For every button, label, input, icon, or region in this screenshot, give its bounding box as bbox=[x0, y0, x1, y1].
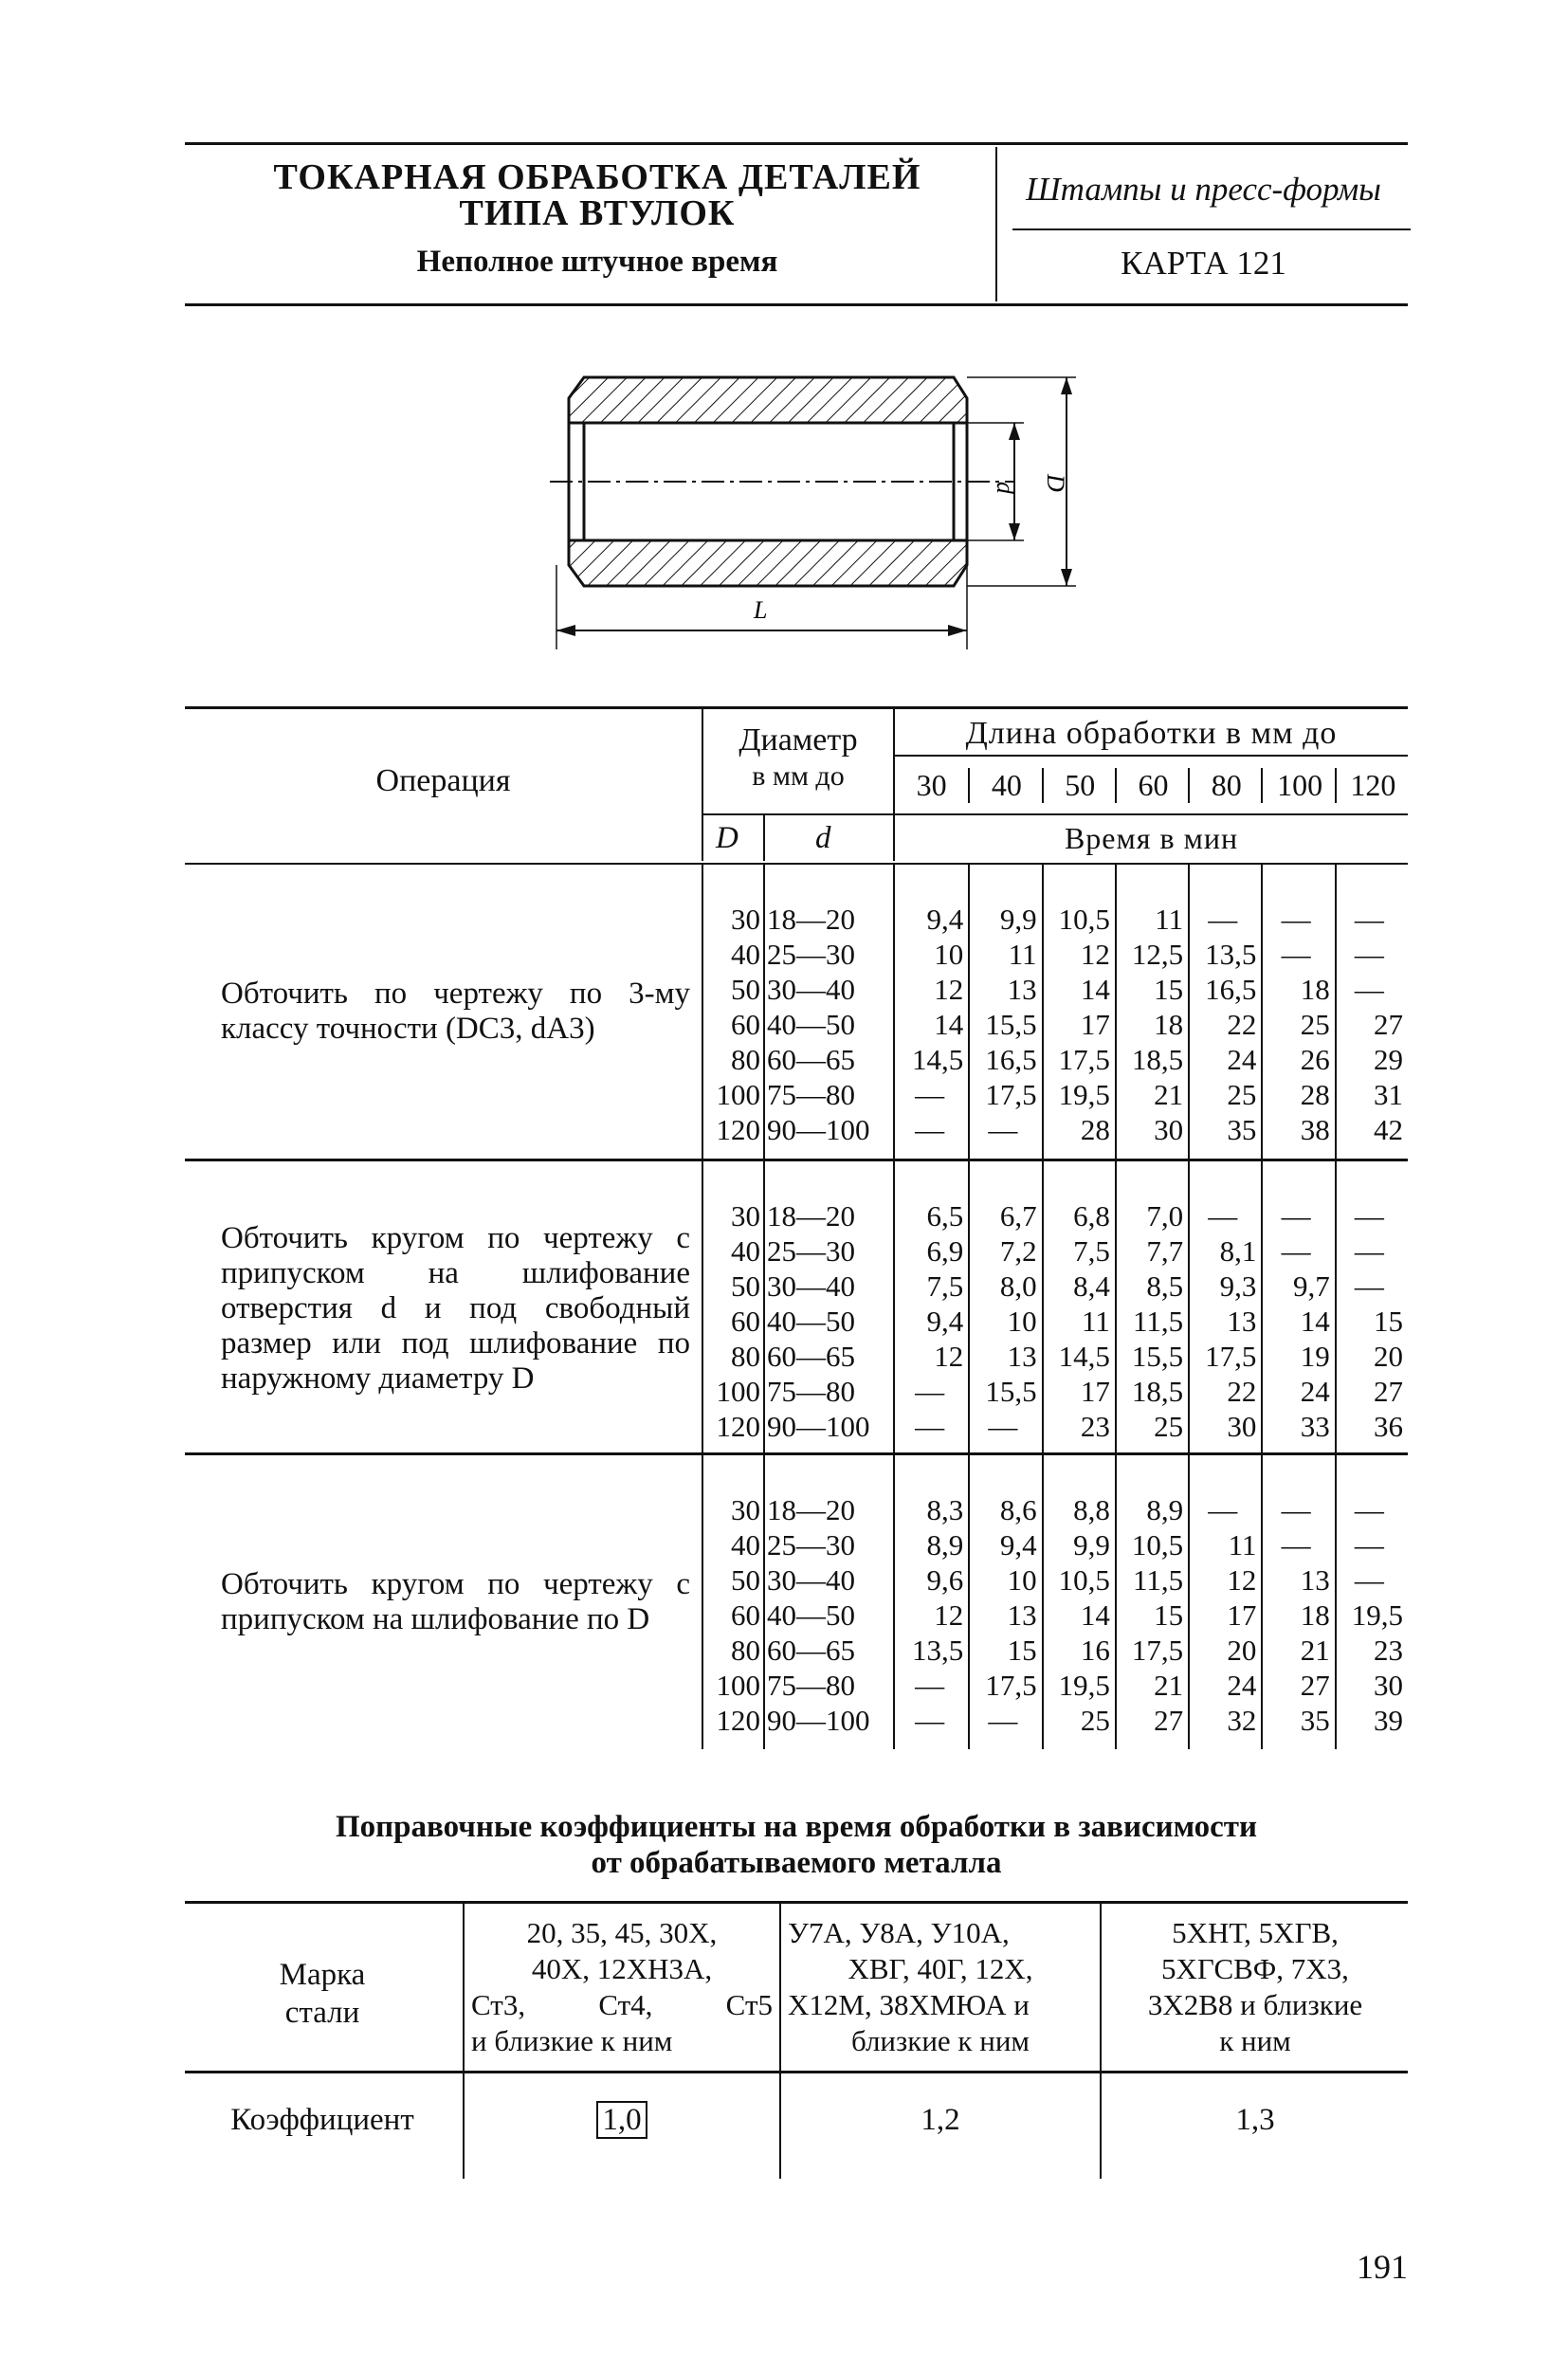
section-vline-d bbox=[893, 1161, 895, 1455]
cell-d: 30—40 bbox=[767, 1269, 855, 1303]
cell-time: 13 bbox=[1300, 1563, 1330, 1597]
cell-D: 40 bbox=[731, 1234, 760, 1268]
cell-time: 30 bbox=[1373, 1669, 1403, 1702]
cell-time: 36 bbox=[1373, 1410, 1403, 1443]
cell-time: 21 bbox=[1154, 1669, 1184, 1702]
cell-time: 6,8 bbox=[1073, 1199, 1110, 1233]
cell-time: — bbox=[1354, 1563, 1384, 1597]
cell-time: 8,0 bbox=[999, 1269, 1037, 1303]
cell-time: 18 bbox=[1300, 973, 1330, 1006]
cell-time: 28 bbox=[1300, 1078, 1330, 1111]
label-L: L bbox=[754, 596, 768, 624]
cell-D: 100 bbox=[716, 1375, 760, 1408]
cell-D: 100 bbox=[716, 1669, 760, 1702]
cell-time: 7,7 bbox=[1146, 1234, 1184, 1268]
cell-time: 11,5 bbox=[1133, 1305, 1184, 1338]
cell-D: 60 bbox=[731, 1008, 760, 1041]
cell-time: 6,7 bbox=[999, 1199, 1037, 1233]
cell-time: 9,3 bbox=[1219, 1269, 1257, 1303]
coef-steel-label-2: стали bbox=[284, 1996, 360, 2030]
coef-heading-line-2: от обрабатываемого металла bbox=[591, 1846, 1002, 1880]
bushing-bottom-wall bbox=[569, 540, 967, 586]
cell-time: 13 bbox=[1007, 1340, 1037, 1373]
cell-time: 21 bbox=[1154, 1078, 1184, 1111]
cell-time: 17 bbox=[1080, 1008, 1110, 1041]
col-length-header: Длина обработки в мм до bbox=[965, 716, 1338, 751]
coef-group-2-l3: Х12М, 38ХМЮА и bbox=[788, 1988, 1030, 2021]
cell-time: 18,5 bbox=[1131, 1375, 1184, 1408]
coef-group-3-l1: 5ХНТ, 5ХГВ, bbox=[1172, 1916, 1339, 1949]
cell-time: 8,9 bbox=[926, 1528, 964, 1561]
cell-D: 60 bbox=[731, 1305, 760, 1338]
cell-time: 27 bbox=[1373, 1375, 1403, 1408]
cell-time: 27 bbox=[1154, 1704, 1184, 1737]
coef-table bbox=[185, 1904, 1408, 2188]
cell-time: 13,5 bbox=[912, 1634, 964, 1667]
cell-time: 17,5 bbox=[1058, 1043, 1110, 1076]
section-vline-d bbox=[893, 1455, 895, 1749]
cell-time: 9,9 bbox=[999, 903, 1037, 936]
cell-time: 12 bbox=[1080, 938, 1110, 971]
cell-time: 7,2 bbox=[999, 1234, 1037, 1268]
cell-D: 50 bbox=[731, 973, 760, 1006]
cell-D: 40 bbox=[731, 938, 760, 971]
cell-time: 11 bbox=[1008, 938, 1037, 971]
table-section bbox=[185, 1452, 1408, 1749]
col-operation-header: Операция bbox=[375, 763, 511, 798]
cell-time: 8,9 bbox=[1146, 1493, 1184, 1526]
cell-time: 13 bbox=[1007, 973, 1037, 1006]
cell-time: 17 bbox=[1227, 1598, 1257, 1632]
cell-d: 40—50 bbox=[767, 1598, 855, 1632]
cell-time: 10 bbox=[934, 938, 964, 971]
cell-time: 30 bbox=[1154, 1113, 1184, 1146]
coef-group-3-l4: к ним bbox=[1219, 2024, 1291, 2057]
col-diameter-line2: в мм до bbox=[752, 760, 845, 792]
cell-time: 23 bbox=[1373, 1634, 1403, 1667]
length-col-30: 30 bbox=[916, 768, 947, 802]
coef-value-3: 1,3 bbox=[1235, 2103, 1275, 2137]
cell-time: — bbox=[915, 1113, 945, 1146]
length-values-row bbox=[895, 768, 1408, 806]
header-bottom-rule bbox=[185, 303, 1408, 306]
cell-time: 16,5 bbox=[1205, 973, 1257, 1006]
cell-time: 9,6 bbox=[926, 1563, 964, 1597]
cell-time: 25 bbox=[1154, 1410, 1184, 1443]
length-col-80: 80 bbox=[1188, 768, 1263, 803]
cell-D: 120 bbox=[716, 1113, 760, 1146]
length-col-120: 120 bbox=[1335, 768, 1410, 803]
cell-time: 20 bbox=[1373, 1340, 1403, 1373]
header-sub-rule bbox=[1012, 228, 1411, 230]
cell-D: 30 bbox=[731, 903, 760, 936]
subtitle: Неполное штучное время bbox=[416, 245, 778, 279]
cell-time: 15,5 bbox=[985, 1008, 1037, 1041]
cell-time: 14,5 bbox=[1058, 1340, 1110, 1373]
cell-time: 17,5 bbox=[1205, 1340, 1257, 1373]
cell-time: 6,9 bbox=[926, 1234, 964, 1268]
cell-time: 24 bbox=[1227, 1669, 1257, 1702]
cell-time: — bbox=[1354, 1234, 1384, 1268]
coef-group-1-l4: и близкие к ним bbox=[471, 2024, 673, 2057]
coef-group-1-l3: Ст3, Ст4, Ст5 bbox=[471, 1988, 773, 2021]
operation-text: Обточить по чертежу по 3-му классу точности (DC3, dA3) bbox=[221, 977, 690, 1046]
cell-D: 120 bbox=[716, 1704, 760, 1737]
cell-time: 7,5 bbox=[1073, 1234, 1110, 1268]
cell-time: 16,5 bbox=[985, 1043, 1037, 1076]
coef-mid-rule bbox=[185, 2071, 1408, 2073]
coef-group-2-l1: У7А, У8А, У10А, bbox=[788, 1916, 1010, 1949]
coef-value-label: Коэффициент bbox=[230, 2103, 414, 2137]
label-d: d bbox=[992, 482, 1019, 494]
table-section bbox=[185, 1159, 1408, 1455]
length-col-40: 40 bbox=[968, 768, 1043, 803]
cell-time: 31 bbox=[1373, 1078, 1403, 1111]
cell-time: 42 bbox=[1373, 1113, 1403, 1146]
cell-D: 30 bbox=[731, 1493, 760, 1526]
cell-time: 39 bbox=[1373, 1704, 1403, 1737]
cell-time: — bbox=[1354, 903, 1384, 936]
cell-time: 14 bbox=[934, 1008, 964, 1041]
cell-time: 11 bbox=[1155, 903, 1184, 936]
cell-time: 15 bbox=[1154, 973, 1184, 1006]
coef-group-2 bbox=[782, 1915, 1099, 2059]
hdr-rule-sub bbox=[703, 813, 1408, 815]
cell-time: — bbox=[988, 1704, 1018, 1737]
cell-d: 90—100 bbox=[767, 1113, 870, 1146]
cell-time: 38 bbox=[1300, 1113, 1330, 1146]
cell-d: 25—30 bbox=[767, 938, 855, 971]
cell-time: 11,5 bbox=[1133, 1563, 1184, 1597]
cell-time: 8,1 bbox=[1219, 1234, 1257, 1268]
cell-time: 14 bbox=[1080, 973, 1110, 1006]
cell-time: — bbox=[1354, 1269, 1384, 1303]
cell-time: 10 bbox=[1007, 1305, 1037, 1338]
cell-time: 25 bbox=[1300, 1008, 1330, 1041]
cell-time: — bbox=[915, 1704, 945, 1737]
cell-time: 8,4 bbox=[1073, 1269, 1110, 1303]
cell-time: 12 bbox=[934, 1340, 964, 1373]
section-vline-D bbox=[763, 1161, 765, 1455]
cell-time: 29 bbox=[1373, 1043, 1403, 1076]
cell-time: 18,5 bbox=[1131, 1043, 1184, 1076]
coef-value-1: 1,0 bbox=[596, 2101, 647, 2139]
cell-d: 18—20 bbox=[767, 1493, 855, 1526]
coef-value-2: 1,2 bbox=[921, 2103, 960, 2137]
operation-text: Обточить кругом по чертежу с припуском на шлифование по D bbox=[221, 1567, 690, 1636]
cell-time: 11 bbox=[1228, 1528, 1257, 1561]
coef-group-3-l2: 5ХГСВФ, 7Х3, bbox=[1161, 1952, 1349, 1985]
cell-time: — bbox=[915, 1669, 945, 1702]
cell-time: 32 bbox=[1227, 1704, 1257, 1737]
cell-time: 18 bbox=[1300, 1598, 1330, 1632]
length-col-100: 100 bbox=[1261, 768, 1336, 803]
cell-time: — bbox=[1208, 1493, 1238, 1526]
col-diameter-line1: Диаметр bbox=[738, 722, 858, 758]
cell-time: 13 bbox=[1007, 1598, 1037, 1632]
cell-D: 40 bbox=[731, 1528, 760, 1561]
cell-time: — bbox=[988, 1410, 1018, 1443]
cell-time: 35 bbox=[1227, 1113, 1257, 1146]
cell-time: — bbox=[1281, 1199, 1311, 1233]
bushing-drawing bbox=[531, 360, 1100, 664]
cell-time: 12 bbox=[1227, 1563, 1257, 1597]
cell-d: 40—50 bbox=[767, 1008, 855, 1041]
cell-time: 9,4 bbox=[926, 1305, 964, 1338]
cell-time: 20 bbox=[1227, 1634, 1257, 1667]
table-section bbox=[185, 865, 1408, 1159]
title bbox=[228, 159, 967, 231]
cell-time: 9,9 bbox=[1073, 1528, 1110, 1561]
bushing-top-wall bbox=[569, 377, 967, 423]
coef-vline-1 bbox=[463, 1904, 465, 2179]
length-col-60: 60 bbox=[1115, 768, 1190, 803]
cell-time: 9,4 bbox=[999, 1528, 1037, 1561]
cell-time: 9,4 bbox=[926, 903, 964, 936]
section-vline-D bbox=[763, 1455, 765, 1749]
cell-time: 22 bbox=[1227, 1375, 1257, 1408]
coef-group-1-l1: 20, 35, 45, 30Х, bbox=[526, 1916, 718, 1949]
cell-time: 16 bbox=[1080, 1634, 1110, 1667]
cell-time: 12 bbox=[934, 973, 964, 1006]
cell-time: 7,0 bbox=[1146, 1199, 1184, 1233]
coef-group-2-l4: близкие к ним bbox=[850, 2024, 1030, 2057]
cell-time: — bbox=[1208, 903, 1238, 936]
cell-time: 6,5 bbox=[926, 1199, 964, 1233]
cell-time: 21 bbox=[1300, 1634, 1330, 1667]
cell-time: — bbox=[1281, 1528, 1311, 1561]
cell-d: 60—65 bbox=[767, 1634, 855, 1667]
coef-group-3 bbox=[1103, 1915, 1408, 2059]
cell-d: 18—20 bbox=[767, 903, 855, 936]
coef-group-2-l2: ХВГ, 40Г, 12Х, bbox=[848, 1952, 1033, 1985]
col-d-header: d bbox=[815, 821, 831, 855]
cell-time: 11 bbox=[1081, 1305, 1110, 1338]
cell-time: 23 bbox=[1080, 1410, 1110, 1443]
cell-time: 15 bbox=[1154, 1598, 1184, 1632]
cell-D: 80 bbox=[731, 1043, 760, 1076]
cell-d: 30—40 bbox=[767, 1563, 855, 1597]
cell-time: — bbox=[1354, 1199, 1384, 1233]
cell-d: 25—30 bbox=[767, 1528, 855, 1561]
cell-time: — bbox=[988, 1113, 1018, 1146]
cell-time: 12 bbox=[934, 1598, 964, 1632]
cell-D: 120 bbox=[716, 1410, 760, 1443]
cell-time: 17 bbox=[1080, 1375, 1110, 1408]
cell-D: 50 bbox=[731, 1269, 760, 1303]
cell-D: 30 bbox=[731, 1199, 760, 1233]
cell-D: 80 bbox=[731, 1340, 760, 1373]
cell-d: 60—65 bbox=[767, 1340, 855, 1373]
cell-d: 60—65 bbox=[767, 1043, 855, 1076]
coef-group-3-l3: 3Х2В8 и близкие bbox=[1147, 1988, 1363, 2021]
cell-time: 26 bbox=[1300, 1043, 1330, 1076]
cell-time: — bbox=[915, 1410, 945, 1443]
cell-D: 50 bbox=[731, 1563, 760, 1597]
cell-D: 100 bbox=[716, 1078, 760, 1111]
coef-value-1-wrap bbox=[465, 2103, 778, 2138]
cell-time: — bbox=[1281, 1493, 1311, 1526]
coef-heading bbox=[185, 1809, 1408, 1881]
hdr-vline-D-d bbox=[763, 815, 765, 861]
length-col-50: 50 bbox=[1042, 768, 1117, 803]
cell-d: 90—100 bbox=[767, 1704, 870, 1737]
cell-time: 17,5 bbox=[1131, 1634, 1184, 1667]
cell-time: — bbox=[1354, 1493, 1384, 1526]
cell-d: 75—80 bbox=[767, 1669, 855, 1702]
coef-group-1 bbox=[465, 1915, 778, 2059]
cell-time: 7,5 bbox=[926, 1269, 964, 1303]
cell-time: 28 bbox=[1080, 1113, 1110, 1146]
cell-d: 40—50 bbox=[767, 1305, 855, 1338]
cell-time: — bbox=[1354, 938, 1384, 971]
cell-D: 80 bbox=[731, 1634, 760, 1667]
cell-time: 8,8 bbox=[1073, 1493, 1110, 1526]
cell-time: 18 bbox=[1154, 1008, 1184, 1041]
cell-time: — bbox=[1354, 973, 1384, 1006]
col-D-header: D bbox=[716, 821, 738, 855]
cell-d: 18—20 bbox=[767, 1199, 855, 1233]
coef-heading-line-1: Поправочные коэффициенты на время обработки в зависимости bbox=[335, 1810, 1258, 1844]
cell-time: 15,5 bbox=[985, 1375, 1037, 1408]
cell-time: 17,5 bbox=[985, 1669, 1037, 1702]
coef-vline-2 bbox=[779, 1904, 781, 2179]
coef-steel-label bbox=[185, 1956, 460, 2032]
coef-steel-label-1: Марка bbox=[279, 1958, 366, 1992]
cell-time: 13,5 bbox=[1205, 938, 1257, 971]
cell-time: 12,5 bbox=[1131, 938, 1184, 971]
cell-time: 27 bbox=[1373, 1008, 1403, 1041]
cell-time: 33 bbox=[1300, 1410, 1330, 1443]
section-vline-d bbox=[893, 865, 895, 1159]
cell-time: 8,5 bbox=[1146, 1269, 1184, 1303]
cell-time: 14,5 bbox=[912, 1043, 964, 1076]
cell-time: 25 bbox=[1227, 1078, 1257, 1111]
cell-time: 19,5 bbox=[1058, 1078, 1110, 1111]
cell-d: 75—80 bbox=[767, 1078, 855, 1111]
page-number: 191 bbox=[1357, 2248, 1408, 2286]
top-rule bbox=[185, 142, 1408, 145]
cell-time: 10,5 bbox=[1058, 903, 1110, 936]
cell-time: 8,6 bbox=[999, 1493, 1037, 1526]
cell-time: 25 bbox=[1080, 1704, 1110, 1737]
label-D: D bbox=[1042, 474, 1069, 492]
cell-time: 15 bbox=[1373, 1305, 1403, 1338]
cell-time: 14 bbox=[1080, 1598, 1110, 1632]
cell-time: 13 bbox=[1227, 1305, 1257, 1338]
cell-time: 22 bbox=[1227, 1008, 1257, 1041]
hdr-rule-length bbox=[895, 755, 1408, 757]
cell-time: 24 bbox=[1300, 1375, 1330, 1408]
cell-time: 10 bbox=[1007, 1563, 1037, 1597]
card-number: КАРТА 121 bbox=[1121, 245, 1286, 282]
coef-group-1-l2: 40Х, 12ХН3А, bbox=[531, 1952, 713, 1985]
cell-time: — bbox=[1281, 903, 1311, 936]
cell-time: 19,5 bbox=[1351, 1598, 1403, 1632]
cell-time: 27 bbox=[1300, 1669, 1330, 1702]
cell-time: 19 bbox=[1300, 1340, 1330, 1373]
category: Штампы и пресс-формы bbox=[1026, 171, 1381, 208]
cell-time: — bbox=[915, 1375, 945, 1408]
cell-time: 15,5 bbox=[1131, 1340, 1184, 1373]
cell-time: 10,5 bbox=[1131, 1528, 1184, 1561]
cell-D: 60 bbox=[731, 1598, 760, 1632]
cell-time: 24 bbox=[1227, 1043, 1257, 1076]
cell-time: 8,3 bbox=[926, 1493, 964, 1526]
cell-time: — bbox=[1208, 1199, 1238, 1233]
cell-time: — bbox=[915, 1078, 945, 1111]
cell-time: 9,7 bbox=[1292, 1269, 1330, 1303]
cell-time: — bbox=[1281, 1234, 1311, 1268]
cell-time: 30 bbox=[1227, 1410, 1257, 1443]
cell-time: — bbox=[1354, 1528, 1384, 1561]
title-line-2: ТИПА ВТУЛОК bbox=[459, 193, 736, 233]
operation-text: Обточить кругом по чертежу с припуском на шлифование отверстия d и под свободный размер или под шлифование по наружному диаметру D bbox=[221, 1220, 690, 1396]
cell-d: 25—30 bbox=[767, 1234, 855, 1268]
section-vline-D bbox=[763, 865, 765, 1159]
cell-time: 35 bbox=[1300, 1704, 1330, 1737]
cell-d: 75—80 bbox=[767, 1375, 855, 1408]
cell-d: 30—40 bbox=[767, 973, 855, 1006]
cell-d: 90—100 bbox=[767, 1410, 870, 1443]
cell-time: 17,5 bbox=[985, 1078, 1037, 1111]
col-time-header: Время в мин bbox=[1064, 821, 1239, 855]
cell-time: 15 bbox=[1007, 1634, 1037, 1667]
cell-time: 19,5 bbox=[1058, 1669, 1110, 1702]
table-top-rule bbox=[185, 706, 1408, 709]
cell-time: 10,5 bbox=[1058, 1563, 1110, 1597]
cell-time: — bbox=[1281, 938, 1311, 971]
coef-vline-3 bbox=[1100, 1904, 1102, 2179]
title-line-1: ТОКАРНАЯ ОБРАБОТКА ДЕТАЛЕЙ bbox=[273, 157, 921, 197]
cell-time: 14 bbox=[1300, 1305, 1330, 1338]
